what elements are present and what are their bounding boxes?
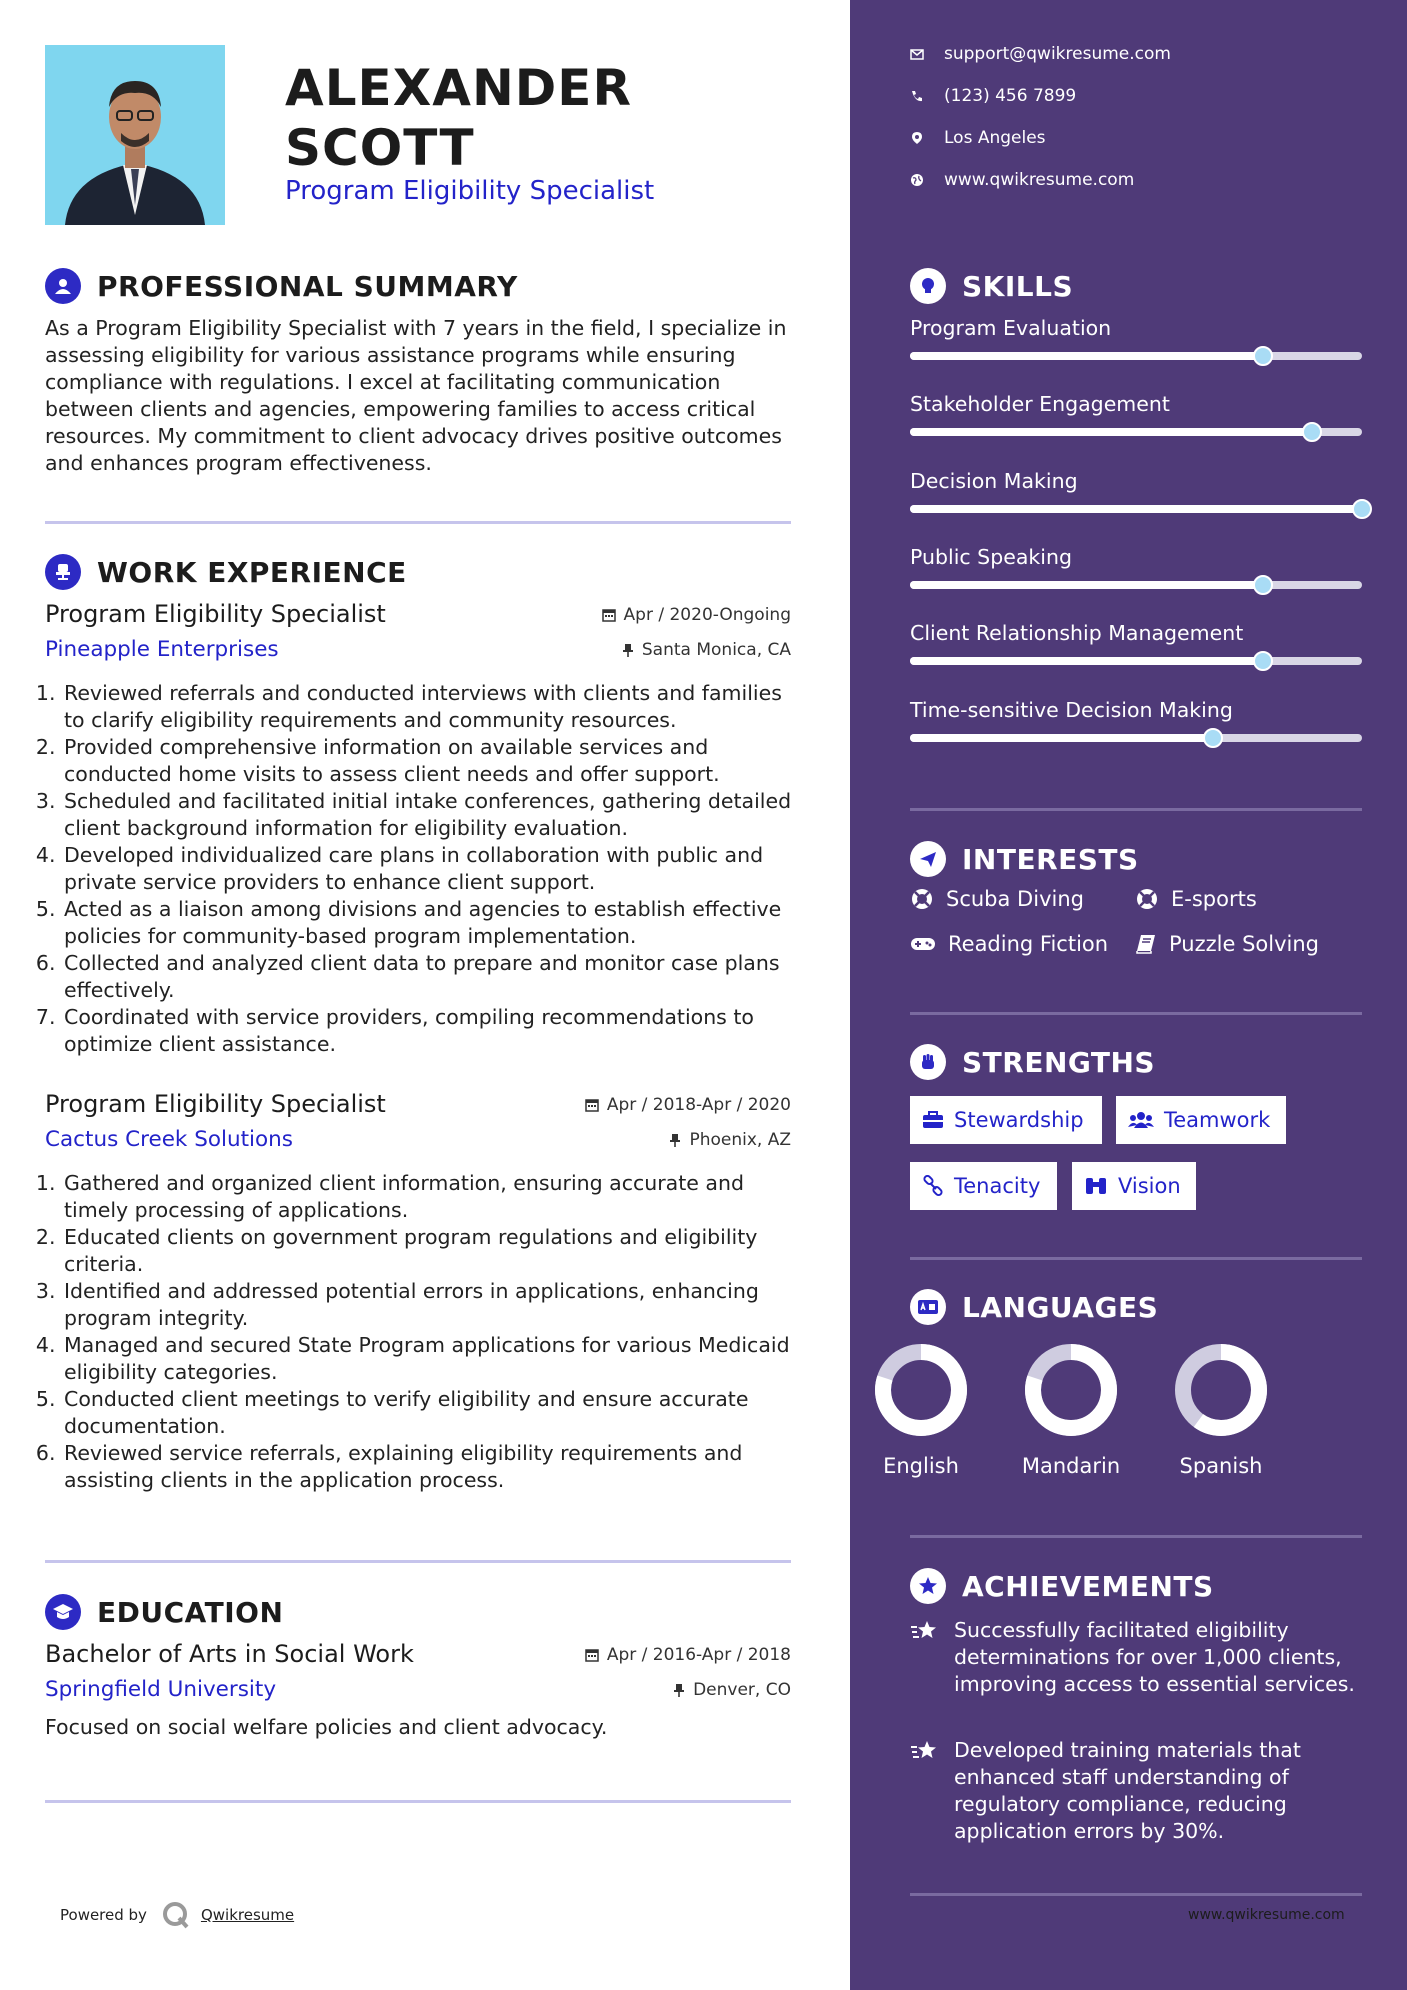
envelope-icon — [910, 47, 924, 61]
skill-fill — [910, 581, 1263, 589]
strengths-heading — [910, 1044, 1155, 1080]
interests-heading — [910, 841, 1139, 877]
calendar-icon — [585, 1648, 599, 1662]
list-item: 5. Acted as a liaison among divisions and agencies to establish effective policies for community-based program implementation. — [62, 896, 802, 950]
candidate-role: Program Eligibility Specialist — [285, 176, 655, 206]
list-item: 4. Developed individualized care plans in collaboration with public and private service providers to enhance client support. — [62, 842, 802, 896]
pin-icon — [673, 1683, 685, 1697]
strengths-title: STRENGTHS — [962, 1045, 1156, 1079]
strength-label: Vision — [1118, 1174, 1181, 1198]
graduation-cap-icon — [45, 1594, 81, 1630]
link-icon — [922, 1175, 944, 1197]
education-dates-text: Apr / 2016-Apr / 2018 — [606, 1645, 791, 1665]
job-bullets — [45, 680, 802, 1058]
list-item: 7. Coordinated with service providers, compiling recommendations to optimize client assistance. — [62, 1004, 802, 1058]
degree-title: Bachelor of Arts in Social Work — [45, 1640, 414, 1668]
contact-website[interactable] — [910, 170, 1134, 190]
skill-item — [910, 469, 1362, 493]
skill-item — [910, 316, 1362, 340]
achievement-item — [910, 1737, 1362, 1845]
achievement-item — [910, 1617, 1362, 1698]
experience-heading — [45, 554, 407, 590]
skill-fill — [910, 352, 1263, 360]
skills-heading — [910, 268, 1073, 304]
skill-fill — [910, 428, 1312, 436]
language-item — [1156, 1342, 1286, 1478]
skill-item — [910, 698, 1362, 722]
job-location — [622, 640, 791, 660]
language-icon — [910, 1289, 946, 1325]
list-item: 6. Reviewed service referrals, explaining eligibility requirements and assisting clients in the application process. — [62, 1440, 802, 1494]
languages-heading — [910, 1289, 1158, 1325]
education-description: Focused on social welfare policies and client advocacy. — [45, 1715, 608, 1739]
education-title: EDUCATION — [97, 1595, 284, 1629]
job-dates-text: Apr / 2020-Ongoing — [623, 605, 791, 625]
skill-track — [910, 505, 1362, 513]
divider — [910, 1012, 1362, 1015]
experience-title: WORK EXPERIENCE — [97, 555, 407, 589]
divider — [910, 1257, 1362, 1260]
binoculars-icon — [1084, 1176, 1108, 1196]
language-ring — [1173, 1342, 1269, 1438]
job-company: Pineapple Enterprises — [45, 637, 279, 662]
skill-name: Public Speaking — [910, 545, 1072, 569]
users-icon — [1128, 1111, 1154, 1129]
language-name: English — [883, 1454, 959, 1478]
interest-item — [1135, 887, 1257, 911]
list-item: 4. Managed and secured State Program applications for various Medicaid eligibility categories. — [62, 1332, 802, 1386]
job-location-text: Phoenix, AZ — [689, 1130, 791, 1150]
skill-fill — [910, 657, 1263, 665]
gamepad-icon — [910, 934, 936, 954]
skill-track — [910, 734, 1362, 742]
powered-by — [60, 1900, 294, 1930]
job-entry — [45, 1090, 791, 1510]
lifebuoy-icon — [1135, 887, 1159, 911]
skill-name: Stakeholder Engagement — [910, 392, 1170, 416]
powered-by-label: Powered by — [60, 1906, 147, 1924]
list-item: 6. Collected and analyzed client data to prepare and monitor case plans effectively. — [62, 950, 802, 1004]
last-name: SCOTT — [285, 119, 475, 177]
pin-icon — [622, 643, 634, 657]
contact-phone[interactable] — [910, 86, 1076, 106]
map-marker-icon — [910, 131, 924, 145]
globe-icon — [910, 173, 924, 187]
skill-knob[interactable] — [1253, 651, 1273, 671]
education-dates — [585, 1645, 791, 1665]
calendar-icon — [585, 1098, 599, 1112]
strength-tag — [1072, 1162, 1196, 1210]
star-badge-icon — [910, 1568, 946, 1604]
strength-tag — [910, 1162, 1057, 1210]
achievements-title: ACHIEVEMENTS — [962, 1569, 1214, 1603]
contact-phone-text: (123) 456 7899 — [944, 86, 1077, 106]
user-icon — [45, 268, 81, 304]
school-name: Springfield University — [45, 1677, 277, 1702]
skill-name: Decision Making — [910, 469, 1078, 493]
job-bullets — [45, 1170, 802, 1494]
summary-text: As a Program Eligibility Specialist with 7 years in the field, I specialize in assessing eligibility for various assistance programs while ensuring compliance with regulations. I excel at facilitating communication between clients and agencies, empowering families to access critical resources. My commitment to client advocacy drives positive outcomes and enhances program effectiveness. — [45, 316, 787, 475]
job-location — [669, 1130, 791, 1150]
contact-location-text: Los Angeles — [944, 128, 1046, 148]
divider — [910, 1893, 1362, 1896]
contact-location — [910, 128, 1046, 148]
interest-label: Reading Fiction — [948, 932, 1109, 956]
strength-tag — [910, 1096, 1102, 1144]
book-icon — [1135, 933, 1157, 955]
interest-label: E-sports — [1171, 887, 1257, 911]
language-item — [1006, 1342, 1136, 1478]
contact-email-text: support@qwikresume.com — [944, 44, 1171, 64]
list-item: 5. Conducted client meetings to verify eligibility and ensure accurate documentation. — [62, 1386, 802, 1440]
skill-name: Client Relationship Management — [910, 621, 1244, 645]
language-name: Mandarin — [1021, 1454, 1121, 1478]
list-item: 2. Educated clients on government program regulations and eligibility criteria. — [62, 1224, 802, 1278]
lifebuoy-icon — [910, 887, 934, 911]
job-dates — [602, 605, 791, 625]
skill-knob[interactable] — [1203, 728, 1223, 748]
divider — [45, 521, 791, 524]
education-location-text: Denver, CO — [693, 1680, 791, 1700]
divider — [910, 1535, 1362, 1538]
skill-fill — [910, 505, 1362, 513]
contact-website-text: www.qwikresume.com — [944, 170, 1135, 190]
skill-name: Program Evaluation — [910, 316, 1112, 340]
pin-icon — [669, 1133, 681, 1147]
achievement-text: Successfully facilitated eligibility determinations for over 1,000 clients, improving access to essential services. — [954, 1618, 1355, 1696]
skill-knob[interactable] — [1352, 499, 1372, 519]
star-icon — [910, 1619, 940, 1645]
skill-item — [910, 392, 1362, 416]
education-entry — [45, 1640, 791, 1740]
skill-track — [910, 428, 1362, 436]
list-item: 1. Gathered and organized client information, ensuring accurate and timely processing of applications. — [62, 1170, 802, 1224]
first-name: ALEXANDER — [285, 59, 632, 117]
job-title: Program Eligibility Specialist — [45, 600, 386, 628]
language-item — [856, 1342, 986, 1478]
skill-item — [910, 545, 1362, 569]
job-location-text: Santa Monica, CA — [641, 640, 791, 660]
education-location — [673, 1680, 791, 1700]
divider — [45, 1800, 791, 1803]
summary-heading — [45, 268, 518, 304]
education-heading — [45, 1594, 283, 1630]
language-ring — [1023, 1342, 1119, 1438]
list-item: 3. Identified and addressed potential errors in applications, enhancing program integrity. — [62, 1278, 802, 1332]
skill-name: Time-sensitive Decision Making — [910, 698, 1233, 722]
skills-title: SKILLS — [962, 269, 1074, 303]
interest-item — [1135, 932, 1319, 956]
calendar-icon — [602, 608, 616, 622]
person-portrait-icon — [45, 45, 225, 225]
job-entry — [45, 600, 791, 1060]
qwikresume-link[interactable]: Qwikresume — [200, 1906, 295, 1924]
language-name: Spanish — [1179, 1454, 1263, 1478]
fist-icon — [910, 1044, 946, 1080]
list-item: 2. Provided comprehensive information on available services and conducted home visits to assess client needs and offer support. — [62, 734, 802, 788]
skill-fill — [910, 734, 1213, 742]
job-title: Program Eligibility Specialist — [45, 1090, 386, 1118]
strength-label: Tenacity — [954, 1174, 1041, 1198]
strength-label: Teamwork — [1164, 1108, 1271, 1132]
skill-knob[interactable] — [1302, 422, 1322, 442]
chair-icon — [45, 554, 81, 590]
sidebar — [850, 0, 1407, 1990]
skill-knob[interactable] — [1253, 346, 1273, 366]
star-icon — [910, 1739, 940, 1765]
interest-label: Scuba Diving — [946, 887, 1084, 911]
briefcase-icon — [922, 1111, 944, 1129]
list-item: 3. Scheduled and facilitated initial intake conferences, gathering detailed client background information for eligibility evaluation. — [62, 788, 802, 842]
skill-track — [910, 352, 1362, 360]
interests-title: INTERESTS — [962, 842, 1139, 876]
qwikresume-logo-icon — [161, 1900, 191, 1930]
job-dates — [585, 1095, 791, 1115]
interest-label: Puzzle Solving — [1169, 932, 1319, 956]
skill-track — [910, 581, 1362, 589]
job-dates-text: Apr / 2018-Apr / 2020 — [606, 1095, 791, 1115]
paper-plane-icon — [910, 841, 946, 877]
strength-tag — [1116, 1096, 1286, 1144]
divider — [45, 1560, 791, 1563]
achievement-text: Developed training materials that enhanced staff understanding of regulatory compliance, reducing application errors by 30%. — [954, 1738, 1301, 1843]
achievements-heading — [910, 1568, 1214, 1604]
summary-title: PROFESSIONAL SUMMARY — [97, 269, 518, 303]
candidate-name — [285, 58, 632, 178]
skill-track — [910, 657, 1362, 665]
contact-email[interactable] — [910, 44, 1171, 64]
phone-icon — [910, 89, 924, 103]
skill-knob[interactable] — [1253, 575, 1273, 595]
interest-item — [910, 887, 1084, 911]
language-ring — [873, 1342, 969, 1438]
languages-title: LANGUAGES — [962, 1290, 1159, 1324]
profile-photo — [45, 45, 225, 225]
footer-url[interactable]: www.qwikresume.com — [1188, 1907, 1345, 1923]
lightbulb-icon — [910, 268, 946, 304]
skill-item — [910, 621, 1362, 645]
list-item: 1. Reviewed referrals and conducted interviews with clients and families to clarify eligibility requirements and community resources. — [62, 680, 802, 734]
divider — [910, 808, 1362, 811]
interest-item — [910, 932, 1108, 956]
job-company: Cactus Creek Solutions — [45, 1127, 294, 1152]
strength-label: Stewardship — [954, 1108, 1084, 1132]
